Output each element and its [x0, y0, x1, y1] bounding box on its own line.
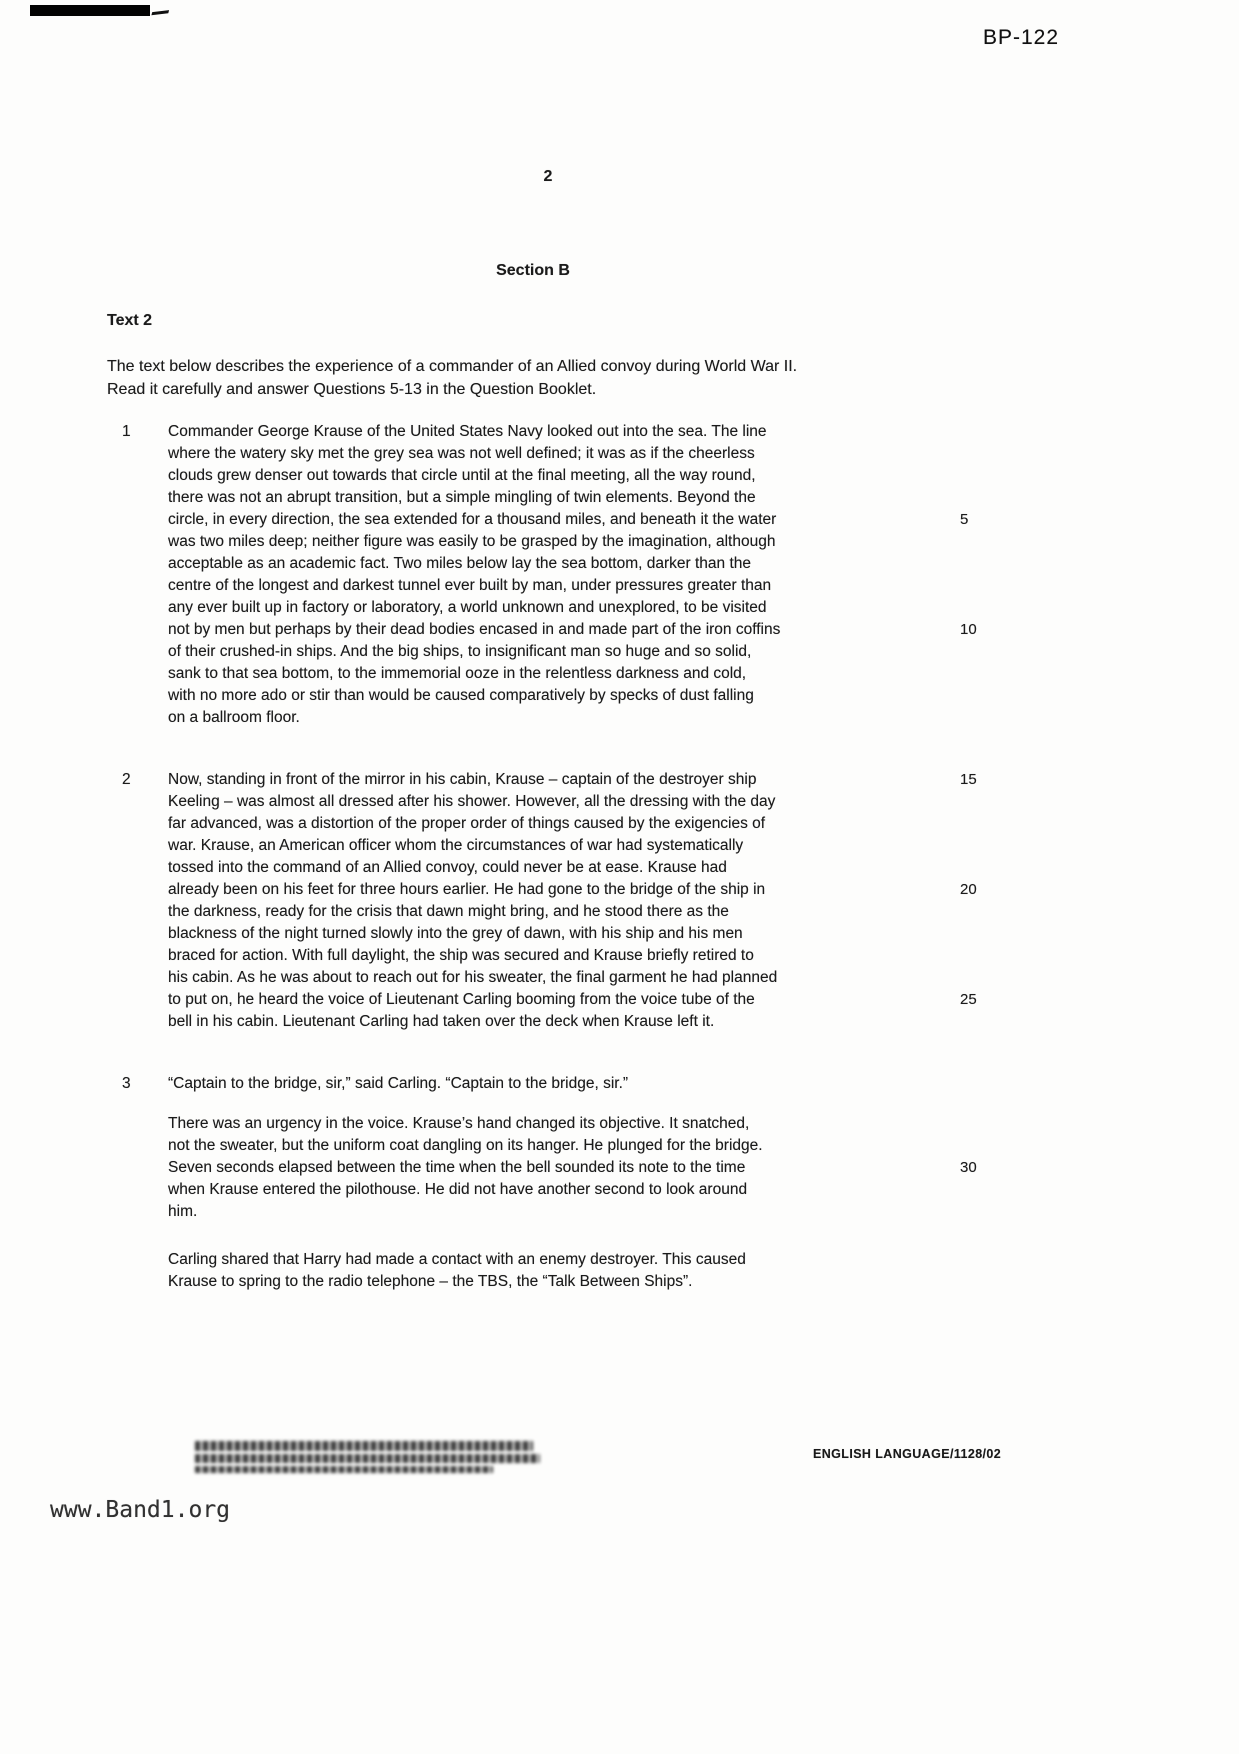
paragraph-lines — [168, 769, 1032, 1033]
paragraph-lines — [168, 1113, 1032, 1223]
passage-line: any ever built up in factory or laboratory, a world unknown and unexplored, to be visited — [168, 599, 767, 616]
passage-line: with no more ado or stir than would be caused comparatively by specks of dust falling — [168, 687, 754, 704]
passage-line: there was not an abrupt transition, but a simple mingling of twin elements. Beyond the — [168, 489, 756, 506]
passage-line: tossed into the command of an Allied convoy, could never be at ease. Krause had — [168, 859, 727, 876]
passage-line: far advanced, was a distortion of the proper order of things caused by the exigencies of — [168, 815, 766, 832]
passage-line: Krause to spring to the radio telephone – the TBS, the “Talk Between Ships”. — [168, 1273, 693, 1290]
intro-line: The text below describes the experience of a commander of an Allied convoy during World War II. — [107, 358, 798, 375]
paragraph-number — [107, 1113, 168, 1223]
watermark-url: www.Band1.org — [50, 1497, 231, 1523]
passage-line: already been on his feet for three hours earlier. He had gone to the bridge of the ship in — [168, 881, 766, 898]
passage-line: “Captain to the bridge, sir,” said Carling. “Captain to the bridge, sir.” — [168, 1075, 629, 1092]
passage-line: bell in his cabin. Lieutenant Carling had taken over the deck when Krause left it. — [168, 1013, 715, 1030]
text-label: Text 2 — [107, 312, 153, 329]
passage-line: Keeling – was almost all dressed after his shower. However, all the dressing with the day — [168, 793, 776, 810]
paragraph-number: 1 — [122, 423, 131, 440]
scan-artifact-bar — [30, 5, 150, 16]
passage-line: Carling shared that Harry had made a contact with an enemy destroyer. This caused — [168, 1251, 746, 1268]
passage-line: when Krause entered the pilothouse. He did not have another second to look around — [168, 1181, 748, 1198]
paper-code: BP-122 — [983, 26, 1060, 49]
passage-line: him. — [168, 1203, 198, 1220]
passage-line: Commander George Krause of the United States Navy looked out into the sea. The line — [168, 423, 767, 440]
paragraph-lines — [168, 421, 1032, 729]
passage-line: braced for action. With full daylight, the ship was secured and Krause briefly retired to — [168, 947, 754, 964]
margin-line-number: 10 — [960, 621, 977, 638]
paragraph — [107, 1113, 1032, 1223]
margin-line-number: 20 — [960, 881, 977, 898]
intro-paragraph — [107, 355, 1047, 401]
stamp-line — [195, 1466, 493, 1473]
margin-line-number: 5 — [960, 511, 969, 528]
paragraph — [107, 421, 1032, 729]
passage-line: sank to that sea bottom, to the immemorial ooze in the relentless darkness and cold, — [168, 665, 747, 682]
stamp-line — [195, 1454, 540, 1463]
exam-code: ENGLISH LANGUAGE/1128/02 — [813, 1447, 1002, 1461]
margin-line-number: 30 — [960, 1159, 977, 1176]
passage-line: war. Krause, an American officer whom the circumstances of war had systematically — [168, 837, 744, 854]
margin-line-number: 15 — [960, 771, 977, 788]
passage-line: to put on, he heard the voice of Lieutenant Carling booming from the voice tube of the — [168, 991, 755, 1008]
passage-line: on a ballroom floor. — [168, 709, 300, 726]
page-number: 2 — [543, 168, 553, 185]
passage-line: not by men but perhaps by their dead bodies encased in and made part of the iron coffins — [168, 621, 781, 638]
intro-line: Read it carefully and answer Questions 5-13 in the Question Booklet. — [107, 381, 597, 398]
paragraph — [107, 769, 1032, 1033]
passage-line: circle, in every direction, the sea extended for a thousand miles, and beneath it the water — [168, 511, 777, 528]
paragraph-lines — [168, 1249, 1032, 1293]
section-heading: Section B — [496, 262, 570, 279]
passage-line: his cabin. As he was about to reach out for his sweater, the final garment he had planned — [168, 969, 778, 986]
passage-line: centre of the longest and darkest tunnel ever built by man, under pressures greater than — [168, 577, 772, 594]
stamp-line — [195, 1441, 533, 1451]
passage — [107, 421, 1032, 1293]
scan-artifact-mark — [151, 1, 171, 16]
passage-line: Now, standing in front of the mirror in his cabin, Krause – captain of the destroyer ship — [168, 771, 757, 788]
school-stamp-blurred — [195, 1441, 540, 1476]
passage-line: acceptable as an academic fact. Two miles below lay the sea bottom, darker than the — [168, 555, 752, 572]
passage-line: There was an urgency in the voice. Krause’s hand changed its objective. It snatched, — [168, 1115, 750, 1132]
paragraph-number: 2 — [122, 771, 131, 788]
passage-line: not the sweater, but the uniform coat dangling on its hanger. He plunged for the bridge. — [168, 1137, 763, 1154]
passage-line: of their crushed-in ships. And the big ships, to insignificant man so huge and so solid, — [168, 643, 752, 660]
passage-line: clouds grew denser out towards that circle until at the final meeting, all the way round, — [168, 467, 756, 484]
paragraph-lines — [168, 1073, 1032, 1095]
paragraph-number: 3 — [122, 1075, 131, 1092]
margin-line-number: 25 — [960, 991, 977, 1008]
passage-line: blackness of the night turned slowly into the grey of dawn, with his ship and his men — [168, 925, 743, 942]
paragraph — [107, 1249, 1032, 1293]
passage-line: Seven seconds elapsed between the time when the bell sounded its note to the time — [168, 1159, 746, 1176]
paragraph-number — [107, 1249, 168, 1293]
passage-line: the darkness, ready for the crisis that dawn might bring, and he stood there as the — [168, 903, 729, 920]
passage-line: where the watery sky met the grey sea was not well defined; it was as if the cheerless — [168, 445, 755, 462]
passage-line: was two miles deep; neither figure was easily to be grasped by the imagination, although — [168, 533, 776, 550]
paragraph — [107, 1073, 1032, 1095]
